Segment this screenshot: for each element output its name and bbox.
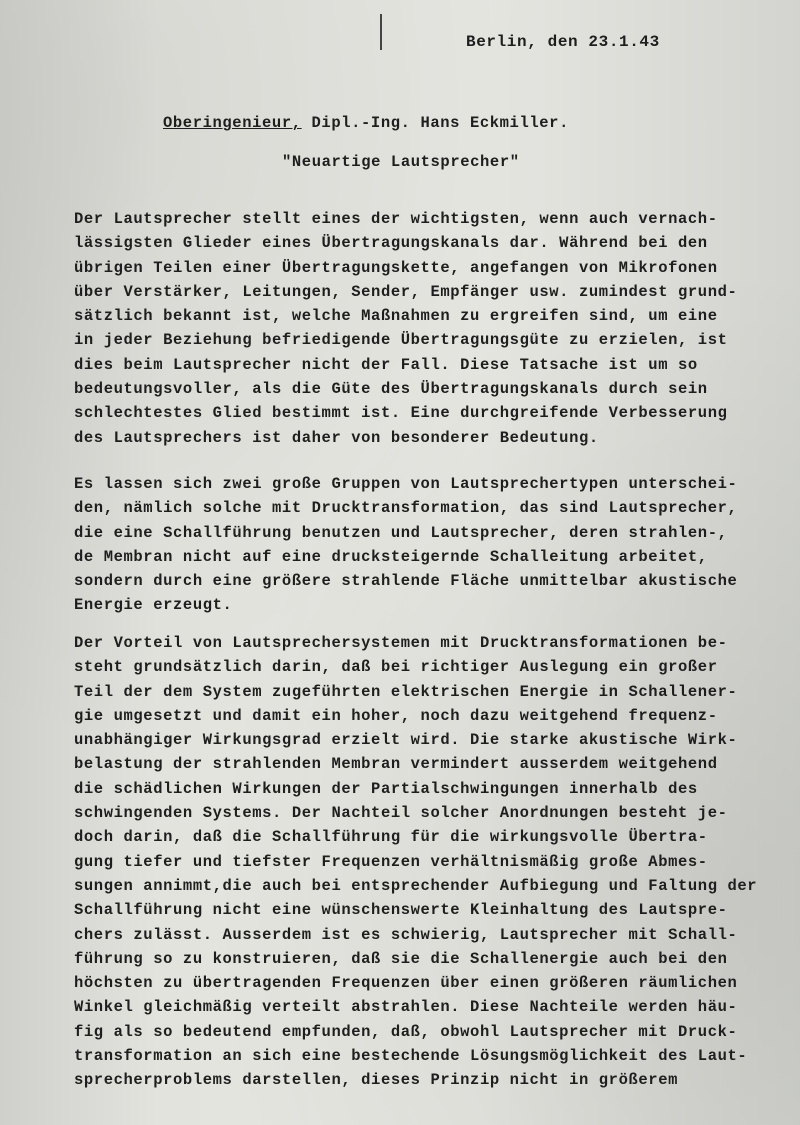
- text-line: sondern durch eine größere strahlende Fläche unmittelbar akustische: [74, 572, 738, 591]
- text-line: Teil der dem System zugeführten elektrischen Energie in Schallener-: [74, 682, 738, 701]
- text-line: führung so zu konstruieren, daß sie die Schallenergie auch bei den: [74, 949, 728, 968]
- text-line: über Verstärker, Leitungen, Sender, Empfänger usw. zumindest grund-: [74, 282, 738, 301]
- text-line: unabhängiger Wirkungsgrad erzielt wird. Die starke akustische Wirk-: [74, 731, 738, 750]
- author-line: [163, 114, 569, 132]
- author-name: Dipl.-Ing. Hans Eckmiller.: [301, 114, 569, 132]
- text-line: die eine Schallführung benutzen und Lautsprecher, deren strahlen-,: [74, 523, 728, 542]
- text-line: belastung der strahlenden Membran vermindert ausserdem weitgehend: [74, 755, 718, 774]
- text-line: steht grundsätzlich darin, daß bei richtiger Auslegung ein großer: [74, 658, 718, 677]
- text-line: des Lautsprechers ist daher von besonderer Bedeutung.: [74, 428, 599, 447]
- paragraph-1: [74, 207, 780, 450]
- pencil-mark: [380, 14, 382, 50]
- text-line: übrigen Teilen einer Übertragungskette, angefangen von Mikrofonen: [74, 258, 718, 277]
- text-line: Schallführung nicht eine wünschenswerte Kleinhaltung des Lautspre-: [74, 901, 728, 920]
- text-line: Energie erzeugt.: [74, 596, 233, 615]
- author-title: Oberingenieur,: [163, 114, 302, 132]
- text-line: de Membran nicht auf eine drucksteigernde Schalleitung arbeitet,: [74, 547, 708, 566]
- text-line: sungen annimmt,die auch bei entsprechender Aufbiegung und Faltung der: [74, 876, 758, 895]
- text-line: fig als so bedeutend empfunden, daß, obwohl Lautsprecher mit Druck-: [74, 1022, 738, 1041]
- text-line: transformation an sich eine bestechende Lösungsmöglichkeit des Laut-: [74, 1047, 748, 1066]
- text-line: chers zulässt. Ausserdem ist es schwierig, Lautsprecher mit Schall-: [74, 925, 738, 944]
- text-line: Winkel gleichmäßig verteilt abstrahlen. Diese Nachteile werden häu-: [74, 998, 738, 1017]
- text-line: gie umgesetzt und damit ein hoher, noch dazu weitgehend frequenz-: [74, 706, 718, 725]
- text-line: sprecherproblems darstellen, dieses Prinzip nicht in größerem: [74, 1071, 678, 1090]
- text-line: Der Vorteil von Lautsprechersystemen mit Drucktransformationen be-: [74, 634, 728, 652]
- paragraph-2: [74, 472, 780, 618]
- text-line: in jeder Beziehung befriedigende Übertragungsgüte zu erzielen, ist: [74, 331, 728, 350]
- text-line: Der Lautsprecher stellt eines der wichtigsten, wenn auch vernach-: [74, 210, 718, 228]
- paragraph-3: [74, 631, 780, 1093]
- text-line: sätzlich bekannt ist, welche Maßnahmen zu ergreifen sind, um eine: [74, 307, 718, 326]
- text-line: gung tiefer und tiefster Frequenzen verhältnismäßig große Abmes-: [74, 852, 708, 871]
- text-line: dies beim Lautsprecher nicht der Fall. Diese Tatsache ist um so: [74, 355, 698, 374]
- text-line: Es lassen sich zwei große Gruppen von Lautsprechertypen unterschei-: [74, 475, 738, 493]
- text-line: den, nämlich solche mit Drucktransformation, das sind Lautsprecher,: [74, 499, 738, 518]
- document-title: "Neuartige Lautsprecher": [282, 153, 520, 171]
- text-line: schlechtestes Glied bestimmt ist. Eine durchgreifende Verbesserung: [74, 404, 728, 423]
- text-line: höchsten zu übertragenden Frequenzen über einen größeren räumlichen: [74, 974, 738, 993]
- date-line: Berlin, den 23.1.43: [466, 33, 660, 51]
- text-line: die schädlichen Wirkungen der Partialschwingungen innerhalb des: [74, 779, 698, 798]
- text-line: bedeutungsvoller, als die Güte des Übertragungskanals durch sein: [74, 380, 708, 399]
- text-line: doch darin, daß die Schallführung für die wirkungsvolle Übertra-: [74, 828, 708, 847]
- text-line: lässigsten Glieder eines Übertragungskanals dar. Während bei den: [74, 234, 708, 253]
- text-line: schwingenden Systems. Der Nachteil solcher Anordnungen besteht je-: [74, 804, 728, 823]
